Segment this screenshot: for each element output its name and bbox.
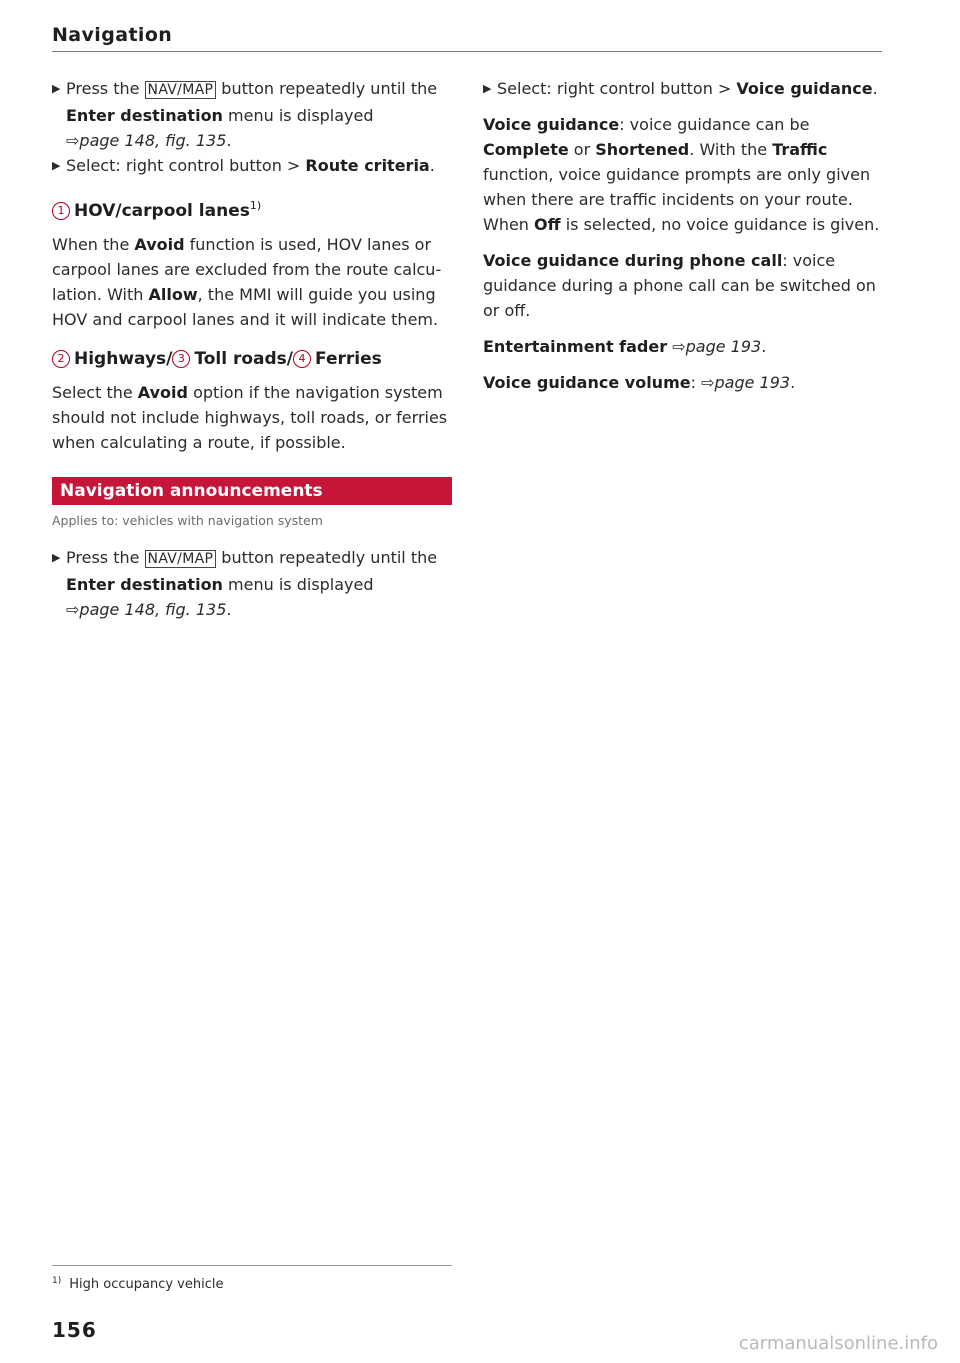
step-select-voice-guidance: ▶ Select: right control button > Voice guidance.: [483, 76, 883, 101]
voice-volume-paragraph: Voice guidance volume: ⇨page 193.: [483, 373, 796, 392]
page-number: 156: [52, 1318, 97, 1342]
footnote: $^{1)}$ High occupancy vehicle: [52, 1276, 224, 1292]
hov-paragraph: When the Avoid function is used, HOV lanes or carpool lanes are excluded from the route calculation. With Allow, the MMI will guide you using HOV and carpool lanes and it will indicate them.: [52, 235, 442, 329]
watermark: carmanualsonline.info: [738, 1333, 938, 1354]
callout-number-1: 1: [52, 202, 70, 220]
bullet-triangle-icon: ▶: [52, 159, 61, 172]
callout-number-4: 4: [293, 350, 311, 368]
header-title: Navigation: [52, 24, 173, 46]
highways-heading: 2 Highways/ 3 Toll roads/ 4 Ferries: [52, 347, 452, 372]
callout-number-3: 3: [172, 350, 190, 368]
voice-guidance-paragraph: Voice guidance: voice guidance can be Complete or Shortened. With the Traffic function, voice guidance prompts are only given when there are traffic incidents on your route. When Off is selected, no voice guidance is given.: [483, 115, 880, 234]
page-reference-link[interactable]: ⇨page 148, fig. 135: [66, 131, 227, 150]
section-title-bar: Navigation announcements: [52, 477, 452, 505]
nav-map-key: NAV/MAP: [145, 550, 217, 568]
step-press-nav-map-2: ▶ Press the NAV/MAP button repeatedly until the Enter destination menu is displayed ⇨page 148, fig. 135.: [52, 545, 452, 622]
left-column: [52, 76, 452, 622]
bullet-triangle-icon: ▶: [52, 551, 61, 564]
entertainment-fader-paragraph: Entertainment fader ⇨page 193.: [483, 337, 767, 356]
page-header: [52, 24, 882, 46]
step-select-route-criteria: ▶ Select: right control button > Route criteria.: [52, 153, 452, 178]
step-press-nav-map: ▶ Press the NAV/MAP button repeatedly until the Enter destination menu is displayed ⇨page 148, fig. 135.: [52, 76, 452, 153]
page-reference-link[interactable]: ⇨page 193: [701, 373, 791, 392]
nav-map-key: NAV/MAP: [145, 81, 217, 99]
bullet-triangle-icon: ▶: [483, 82, 492, 95]
page-reference-link[interactable]: ⇨page 193: [672, 337, 762, 356]
highways-paragraph: Select the Avoid option if the navigation system should not include highways, toll roads, or ferries when calculating a route, if possible.: [52, 383, 448, 452]
applies-to: Applies to: vehicles with navigation system: [52, 513, 323, 528]
callout-number-2: 2: [52, 350, 70, 368]
footnote-rule: [52, 1265, 452, 1266]
page-reference-link[interactable]: ⇨page 148, fig. 135: [66, 600, 227, 619]
bullet-triangle-icon: ▶: [52, 82, 61, 95]
right-column: [483, 76, 883, 406]
phone-call-paragraph: Voice guidance during phone call: voice guidance during a phone call can be switched on or off.: [483, 251, 876, 320]
header-rule: [52, 51, 882, 52]
footnote-ref: 1): [249, 199, 262, 212]
hov-heading: 1 HOV/carpool lanes$^{1)}$: [52, 193, 452, 224]
